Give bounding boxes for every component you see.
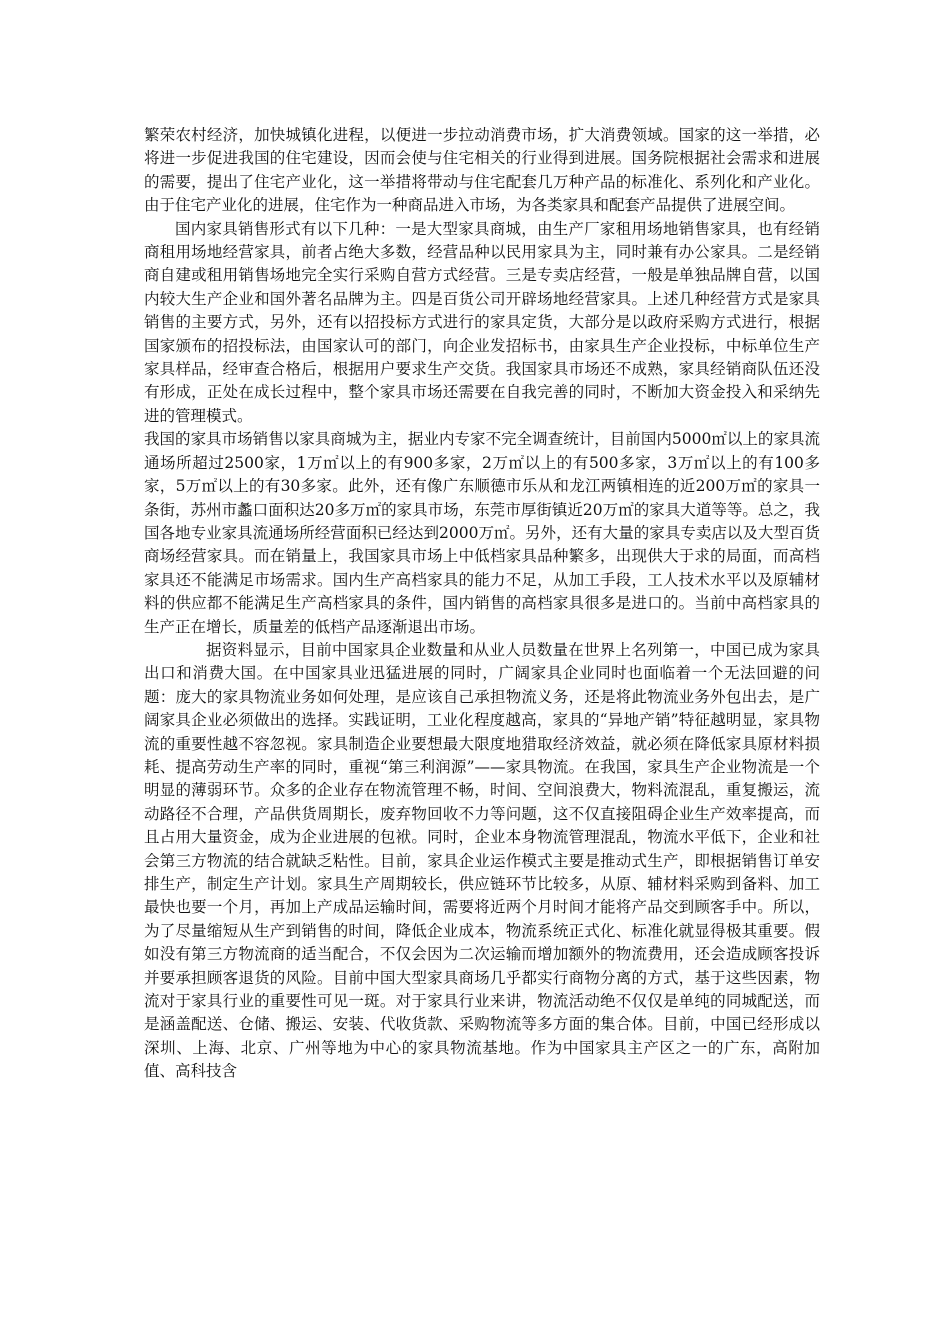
paragraph-market-scale: 我国的家具市场销售以家具商城为主，据业内专家不完全调查统计，目前国内5000㎡以上的家具流通场所超过2500家，1万㎡以上的有900多家，2万㎡以上的有500多家，3万㎡以上的有100多家，5万㎡以上的有30多家。此外，还有像广东顺德市乐从和龙江两镇相连的近200万㎡的家具一条街，苏州市蠡口面积达20多万㎡的家具市场，东莞市厚街镇近20万㎡的家具大道等等。总之，我国各地专业家具流通场所经营面积已经达到2000万㎡。另外，还有大量的家具专卖店以及大型百货商场经营家具。而在销量上，我国家具市场上中低档家具品种繁多，出现供大于求的局面，而高档家具还不能满足市场需求。国内生产高档家具的能力不足，从加工手段，工人技术水平以及原辅材料的供应都不能满足生产高档家具的条件，国内销售的高档家具很多是进口的。当前中高档家具的生产正在增长，质量差的低档产品逐渐退出市场。	[144, 430, 820, 636]
paragraph-housing-industrialization: 繁荣农村经济，加快城镇化进程，以便进一步拉动消费市场，扩大消费领域。国家的这一举措，必将进一步促进我国的住宅建设，因而会使与住宅相关的行业得到进展。国务院根据社会需求和进展的需要，提出了住宅产业化，这一举措将带动与住宅配套几万种产品的标准化、系列化和产业化。由于住宅产业化的进展，住宅作为一种商品进入市场，为各类家具和配套产品提供了进展空间。	[144, 126, 820, 215]
paragraph-logistics: 据资料显示，目前中国家具企业数量和从业人员数量在世界上名列第一，中国已成为家具出口和消费大国。在中国家具业迅猛进展的同时，广阔家具企业同时也面临着一个无法回避的问题：庞大的家具物流业务如何处理，是应该自己承担物流义务，还是将此物流业务外包出去，是广阔家具企业必须做出的选择。实践证明，工业化程度越高，家具的“异地产销”特征越明显，家具物流的重要性越不容忽视。家具制造企业要想最大限度地猎取经济效益，就必须在降低家具原材料损耗、提高劳动生产率的同时，重视“第三利润源”——家具物流。在我国，家具生产企业物流是一个明显的薄弱环节。众多的企业存在物流管理不畅，时间、空间浪费大，物料流混乱，重复搬运，流动路径不合理，产品供货周期长，废弃物回收不力等问题，这不仅直接阻碍企业生产效率提高，而且占用大量资金，成为企业进展的包袱。同时，企业本身物流管理混乱，物流水平低下，企业和社会第三方物流的结合就缺乏粘性。目前，家具企业运作模式主要是推动式生产，即根据销售订单安排生产，制定生产计划。家具生产周期较长，供应链环节比较多，从原、辅材料采购到备料、加工最快也要一个月，再加上产成品运输时间，需要将近两个月时间才能将产品交到顾客手中。所以，为了尽量缩短从生产到销售的时间，降低企业成本，物流系统正式化、标准化就显得极其重要。假如没有第三方物流商的适当配合，不仅会因为二次运输而增加额外的物流费用，还会造成顾客投诉并要承担顾客退货的风险。目前中国大型家具商场几乎都实行商物分离的方式，基于这些因素，物流对于家具行业的重要性可见一斑。对于家具行业来讲，物流活动绝不仅仅是单纯的同城配送，而是涵盖配送、仓储、搬运、安装、代收货款、采购物流等多方面的集合体。目前，中国已经形成以深圳、上海、北京、广州等地为中心的家具物流基地。作为中国家具主产区之一的广东，高附加值、高科技含	[144, 640, 820, 1081]
paragraph-sales-forms: 国内家具销售形式有以下几种：一是大型家具商城，由生产厂家租用场地销售家具，也有经销商租用场地经营家具，前者占绝大多数，经营品种以民用家具为主，同时兼有办公家具。二是经销商自建或租用销售场地完全实行采购自营方式经营。三是专卖店经营，一般是单独品牌自营，以国内较大生产企业和国外著名品牌为主。四是百货公司开辟场地经营家具。上述几种经营方式是家具销售的主要方式，另外，还有以招投标方式进行的家具定货，大部分是以政府采购方式进行，根据国家颁布的招投标法，由国家认可的部门，向企业发招标书，由家具生产企业投标，中标单位生产家具样品，经审查合格后，根据用户要求生产交货。我国家具市场还不成熟，家具经销商队伍还没有形成，正处在成长过程中，整个家具市场还需要在自我完善的同时，不断加大资金投入和采纳先进的管理模式。	[144, 219, 820, 425]
document-page	[144, 124, 820, 1084]
